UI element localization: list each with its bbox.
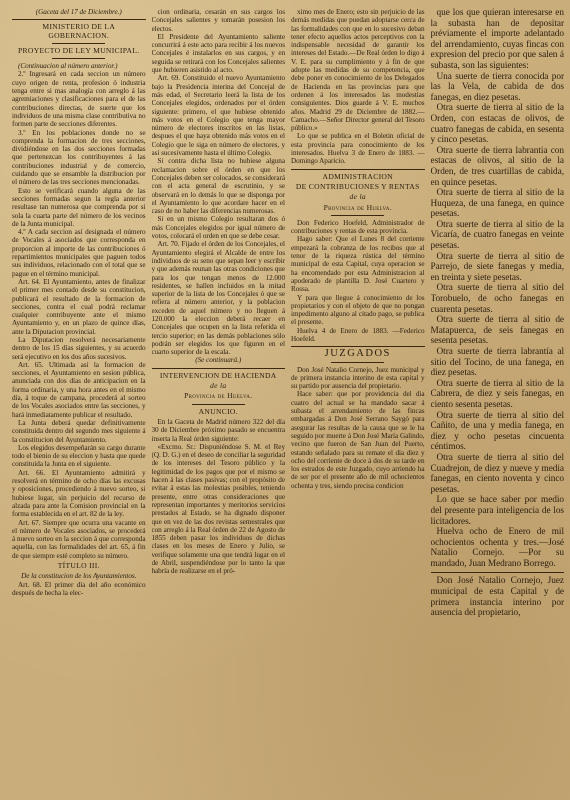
paragraph: Y para que llegue á conocimiento de los propietarios y con el objeto de que no pongan impedimento alguno al citado pago, se publica el presente. [291,293,425,327]
divider [291,169,425,170]
gazette-date: (Gaceta del 17 de Diciembre.) [35,8,122,16]
paragraph: Si contra dicha lista no hubiese alguna reclamacion sobre el órden en que los Concejales deben ser colocados, se considerará con el acta general de escrutinio, y se observará en lo demás lo que se disponga por el Ayuntamiento lo que acordare hacer en el caso de no haber las diferencias numerosas. [151,157,285,216]
section-heading: INTERVENCION DE HACIENDA [159,370,277,380]
paragraph: Otra suerte de tierra al sitio del Torobuelo, de ocho fanegas en cuarenta pesetas. [430,283,564,315]
column-1 [12,8,146,796]
paragraph: que los que quieran interesarse en la subasta han de depositar préviamente el importe adelantado del arrendamiento, cuyas fincas con expresion del precio por que salen á subasta, son las siguientes: [430,8,564,71]
paragraph: Hace saber: que por providencia del dia cuatro del actual se ha mandado sacar á subasta el arrendamiento de las fincas embargadas á Don José Serrano Saygó para asegurar las resultas de la causa que se le ha seguido por muerte á Don José María Galindo, vecino que fueron de San Juan del Puerto, estando señalado para su remate el dia diez y ocho del corriente de doce á dos de su tarde en los estrados de este Juzgado, cuyo arriendo ha de ser por el presente año de mil ochocientos ochenta y tres, siendo precisa condicion [291,390,425,490]
paragraph: Art. 67. Siempre que ocurra una vacante en el número de Vocales asociados, se procederá á nuevo sorteo en la seccion á que corresponda aquella, con las formalidades del art. 65, á fin de que siempre esté completo su número. [12,518,146,560]
paragraph: Art. 69. Constituido el nuevo Ayuntamiento bajo la Presidencia interina del Concejal de más edad, el Secretario leerá la lista de los Concejales elegidos, ordenados por el órden siguiente: primero, el que hubiese obtenido más votos en el Colegio que tenga mayor número de electores inscritos en las listas, despues el que haya obtenido más votos en el Colegio que le siga en número de electores, y así sucesivamente hasta el último Colegio. [151,74,285,158]
title-heading: TÍTULO III. [57,561,100,570]
courts-heading: JUZGADOS [324,348,391,360]
paragraph: La Junta deberá quedar definitivamente constituida dentro del segundo mes siguiente á la constitucion del Ayuntamiento. [12,418,146,444]
section-subheading: Provincia de Huelva. [184,391,253,401]
paragraph: ximo mes de Enero; esto sin perjuicio de las demás medidas que puedan adoptarse cerca de las formalidades con que en lo sucesivo deban tener efecto aquellos actos perceptivos con la indispensable necesidad de garantir los intereses del Estado.—De Real órden lo digo á V. E. para su cumplimiento y á fin de que adopte las medidas de su competencia, que debe poner en conocimiento de los Delegados de Hacienda en las provincias para que ordenen á los interesados las modestias consiguientes. Dios guarde á V. E. muchos años. Madrid 29 de Diciembre de 1882.—Camacho.—Señor Director general del Tesoro público.» [291,8,425,133]
paragraph: Otra suerte de tierra al sitio del Cañito, de una y media fanega, en diez y ocho pesetas cincuenta céntimos. [430,410,564,453]
paragraph: Otra suerte de tierra al sitio de Matapuerca, de seis fanegas en sesenta pesetas. [430,315,564,347]
section-heading: DE CONTRIBUCIONES Y RENTAS [295,181,420,191]
paragraph: Art. 68. El primer día del año económico después de hecha la elec- [12,580,146,597]
divider [192,404,245,405]
paragraph: Otra suerte de tierra al sitio de la Vicaría, de cuatro fanegas en veinte pesetas. [430,219,564,252]
title-subheading: De la constitucion de los Ayuntamientos. [21,572,137,581]
paragraph: En la Gaceta de Madrid número 322 del día 30 de Diciembre próximo pasado se encuentra inserta la Real órden siguiente: [151,417,285,443]
paragraph: 2.º Ingresará en cada seccion un número cuyo origen de renta, profesion ó industria tenga entre si mas analogía con arreglo á las agremiaciones y clasificaciones para el de las contribuciones directas, de suerte que los individuos de una misma clase contributiva no formen parte de secciones diferentes. [12,70,146,129]
paragraph: Art. 66. El Ayuntamiento admitirá y resolverá en término de ocho días las excusas y oposiciones, procediendo á nuevo sorteo, si hubiese lugar, sin perjuicio del recurso de alzada para ante la Comision provincial en la forma establecida en el art. 82 de la ley. [12,468,146,519]
paragraph: Otra suerte de tierra al sitio de Parrejo, de siete fanegas y media, en treinta y siete pesetas. [430,251,564,283]
paragraph: «Excmo. Sr.: Dispuniéndose S. M. el Rey (Q. D. G.) en el deseo de conciliar la seguridad de los intereses del Tesoro público y la legitimidad de los pagos que por el mismo se hacen á las clases pasivas; con el propósito de evitar á estas las molestias posibles, teniendo presente, entre otras consideraciones que representan importantes y meritorios servicios prestados al Estado, se ha dignado disponer que en vez de las dos revistas semestrales que con arreglo á la Real órden de 22 de Agosto de 1855 deben pasar los individuos de dichas clases en los meses de Enero y Julio, se verifique solamente una que tendrá lugar en el de Abril, suspendiéndose por lo tanto la que habría de realizarse en el pró- [151,442,285,576]
section-subheading: de la [210,381,227,391]
divider [52,43,105,44]
paragraph: Lo que se publica en el Boletin oficial de esta provincia para conocimiento de los interesados. Huelva 3 de Enero de 1883. —Domingo Aparicio. [291,132,425,166]
section-subheading: de la [349,192,366,202]
paragraph: Art. 64. El Ayuntamiento, antes de finalizar el primer mes contado desde su constitucion, publicará el resultado de la formacion de secciones, contra el cual podrá reclamar cualquier contribuyente ante el mismo Ayuntamiento y, en un plazo de quince días, ante la Diputacion provincial. [12,277,146,336]
paragraph: Los elegidos desempeñarán su cargo durante todo el bienio de su eleccion y hasta que quede constituida la Junta en el siguiente. [12,443,146,469]
paragraph: El Presidente del Ayuntamiento saliente concurrirá á este acto para recibir á los nuevos Concejales é instalarlos en sus cargos, y en seguida se retirará con los Concejales salientes que hubieren asistido al acto. [151,32,285,75]
paragraph: Otra suerte de tierra al sitio de la Orden, con estacas de olivos, de cuatro fanegas de cabida, en sesenta y cinco pesetas. [430,103,564,146]
paragraph: 3.º En los poblaciones donde no se comprenda la formacion de tres secciones, dividiéndose en las dos secciones formadas que pertenezcan los contribuyentes á las contribuciones industrial y de comercio, cuidando que se ensamble la distribucion por el número de las tres secciones mencionadas. [12,128,146,187]
paragraph: Otra suerte de tierra labrantía al sitio del Tocino, de una fanega, en diez pesetas. [430,347,564,379]
paragraph: Esto se verificará cuando alguna de las secciones formadas segun la regla anterior resultase tan numerosa que comprenda por si sola la cuarta parte del número de los vecinos de la Junta municipal. [12,186,146,228]
paragraph: Otra suerte de tierra al sitio de la Cabrera, de diez y seis fanegas, en ciento sesenta pesetas. [430,378,564,410]
paragraph: Lo que se hace saber por medio del presente para inteligencia de los licitadores. [430,495,564,527]
section-subheading: Provincia de Huelva. [323,202,392,212]
law-title: PROYECTO DE LEY MUNICIPAL. [18,45,140,55]
paragraph: Don José Natalio Cornejo, Juez municipal y de primera instancia interino de esta capital y su partido por ausencia del propietario. [291,365,425,391]
notice-heading: ANUNCIO. [198,406,238,416]
divider [152,368,286,369]
divider [291,346,425,347]
paragraph: La Diputacion resolverá necesariamente dentro de los 15 días siguientes, y su acuerdo será ejecutivo en los dos años sucesivos. [12,335,146,361]
paragraph: Otra suerte de tierra labrantia con estacas de olivos, al sitio de la Orden, de tres cuartillas de cabida, en quince pesetas. [430,145,564,188]
paragraph: 4.º A cada seccion así designada el número de Vocales á asociados que corresponda en proporcion al importe de las contribuciones ó repartimientos municipales que paguen todos sus individuos, relacionado con el total que se pague en el término municipal. [12,228,146,278]
paragraph: Don Federico Hoefeld, Administrador de contribuciones y rentas de esta provincia. [291,218,425,236]
column-2 [152,8,286,796]
paragraph: Don José Natalio Cornejo, Juez municipal de esta Capital y de primera instancia interino por ausencia del propietario, [430,576,564,619]
ministry-heading: MINISTERIO DE LA GOBERNACION. [42,22,116,40]
continuation-note: (Continuacion al número anterior.) [18,62,118,71]
section-heading: ADMINISTRACION [322,171,393,181]
paragraph: Art. 65. Ultimada así la formacion de secciones, el Ayuntamiento en sesion pública, anunciada con dos días de anticipacion en la forma ordinaria, y una hora antes en el mismo día, á toque de campana, procederá al sorteo de los Vocales asociados entre las secciones, y hará inmediatamente publicar el resultado. [12,360,146,419]
paragraph: Una suerte de tierra conocida por las la Vela, de cabida de dos fanegas, en diez pesetas. [430,71,564,103]
divider [12,19,146,20]
divider [52,58,105,59]
paragraph: Si en un mismo Colegio resultaran dos ó más Concejales elegidos por igual número de votos, colocará el orden en que se debe cesar. [151,215,285,241]
paragraph: Huelva 4 de Enero de 1883. —Federico Hoefeld. [291,326,425,343]
paragraph: Otra suerte de tierra al sitio del Cuadrejon, de diez y nueve y media fanegas, en ciento noventa y cinco pesetas. [430,452,564,495]
divider [431,572,565,573]
paragraph: Otra suerte de tierra al sitio de la Huqueza, de una fanega, en quince pesetas. [430,188,564,220]
paragraph: Huelva ocho de Enero de mil ochocientos ochenta y tres.—José Natalio Cornejo. —Por su mandado, Juan Medrano Borrego. [430,527,564,569]
column-3 [291,8,425,796]
divider [331,362,384,363]
column-4 [431,8,565,796]
paragraph: cion ordinaria, cesarán en sus cargos los Concejales salientes y tomarán posesion los electos. [151,8,285,33]
paragraph: Hago saber: Que el Lunes 8 del corriente empezará la cobranza de los recibos que al tenor de la riqueza rústica del término municipal de esta Capital, cuya operacion se ha encomendado por esta Administracion al apoderado de plantilla D. José Cuartero y Rossa. [291,235,425,294]
continued-note: (Se continuará.) [195,356,242,365]
paragraph: Art. 70. Fijado el órden de los Concejales, el Ayuntamiento elegirá el Alcalde de entre los individuos de su seno que sepan leer y escribir y que además reunan las otras condiciones que para los que tengan menos de 12.000 residentes, se hallen incluidos en la mitad superior de la lista de los Concejales ó que se refiera al número anterior, y la poblacion exceden de aquel número y no lleguen á 120.000 la eleccion deberá recaer en Concejales que ocupen en la lista referida el tercio superior; en las demás poblaciones sólo podrán ser elegidos los que figuren en el cuarto superior de la escala. [151,240,285,357]
divider [331,215,384,216]
